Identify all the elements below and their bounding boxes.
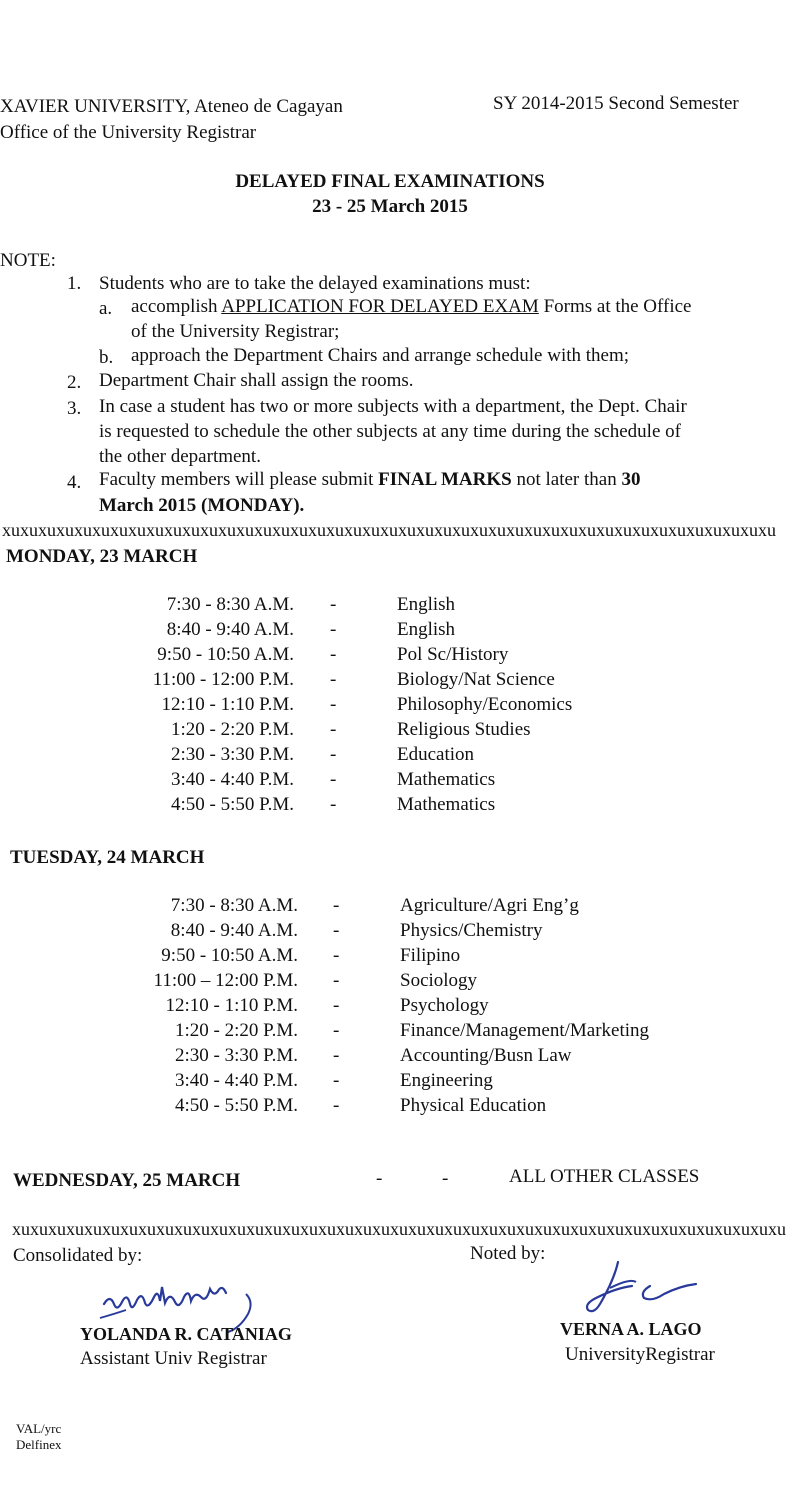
schedule-row [0,619,780,644]
cataniag-title: Assistant Univ Registrar [80,1348,267,1369]
note-item-1-number: 1. [67,273,82,294]
schedule-row [0,945,780,970]
schedule-row [0,594,780,619]
exam-time: 9:50 - 10:50 A.M. [161,945,298,966]
deadline-date: March 2015 (MONDAY). [99,495,305,516]
row-dash: - [333,970,340,991]
office-name: Office of the University Registrar [0,122,257,143]
wednesday-dash-2: - [442,1168,449,1189]
tuesday-heading: TUESDAY, 24 MARCH [10,847,205,868]
exam-time: 7:30 - 8:30 A.M. [166,594,294,615]
row-dash: - [333,1020,340,1041]
final-marks-text: FINAL MARKS [378,469,512,490]
row-dash: - [330,744,337,765]
exam-subject: Engineering [400,1070,493,1091]
note-item-2-number: 2. [67,372,82,393]
exam-subject: Religious Studies [397,719,531,740]
cataniag-name: YOLANDA R. CATANIAG [80,1324,292,1344]
schedule-row [0,694,780,719]
row-dash: - [330,794,337,815]
schedule-row [0,1095,780,1120]
exam-time: 1:20 - 2:20 P.M. [171,719,294,740]
exam-time: 2:30 - 3:30 P.M. [175,1045,298,1066]
note-item-3-number: 3. [67,398,82,419]
exam-time: 1:20 - 2:20 P.M. [175,1020,298,1041]
exam-subject: Finance/Management/Marketing [400,1020,650,1041]
noted-by-label: Noted by: [470,1243,546,1264]
deadline-day: 30 [621,469,641,490]
exam-subject: Education [397,744,475,765]
schedule-row [0,995,780,1020]
exam-subject: Biology/Nat Science [397,669,555,690]
monday-heading: MONDAY, 23 MARCH [6,546,198,567]
exam-subject: Mathematics [397,794,496,815]
exam-time: 9:50 - 10:50 A.M. [157,644,294,665]
document-dates: 23 - 25 March 2015 [312,196,468,217]
schedule-row [0,920,780,945]
row-dash: - [333,945,340,966]
document-title: DELAYED FINAL EXAMINATIONS [235,171,545,192]
exam-time: 2:30 - 3:30 P.M. [171,744,294,765]
note-item-2-text: Department Chair shall assign the rooms. [99,370,414,391]
wednesday-text: ALL OTHER CLASSES [509,1166,700,1187]
exam-subject: Accounting/Busn Law [400,1045,572,1066]
exam-subject: Mathematics [397,769,496,790]
exam-subject: Physical Education [400,1095,547,1116]
schedule-row [0,719,780,744]
row-dash: - [330,619,337,640]
exam-subject: English [397,594,456,615]
schedule-row [0,769,780,794]
lago-title: UniversityRegistrar [565,1344,715,1365]
lago-name: VERNA A. LAGO [560,1319,702,1339]
file-name: Delfinex [16,1437,62,1452]
row-dash: - [333,920,340,941]
note-item-4-text [99,469,640,491]
note-item-4-mid: not later than [511,469,622,490]
row-dash: - [330,594,337,615]
schedule-row [0,1045,780,1070]
note-sub-a-letter: a. [99,298,113,319]
exam-time: 11:00 – 12:00 P.M. [153,970,298,991]
lago-signature [580,1258,710,1318]
note-item-3-line2: is requested to schedule the other subjects at any time during the schedule of [99,421,681,442]
exam-time: 3:40 - 4:40 P.M. [175,1070,298,1091]
schedule-row [0,895,780,920]
exam-time: 8:40 - 9:40 A.M. [166,619,294,640]
row-dash: - [330,669,337,690]
note-item-3-line1: In case a student has two or more subjects with a department, the Dept. Chair [99,396,687,417]
exam-subject: English [397,619,456,640]
exam-subject: Psychology [400,995,489,1016]
schedule-row [0,644,780,669]
row-dash: - [333,995,340,1016]
note-item-3-line3: the other department. [99,446,261,467]
exam-time: 7:30 - 8:30 A.M. [170,895,298,916]
application-form-link: APPLICATION FOR DELAYED EXAM [221,296,539,317]
row-dash: - [333,1095,340,1116]
exam-time: 3:40 - 4:40 P.M. [171,769,294,790]
schedule-row [0,794,780,819]
exam-time: 12:10 - 1:10 P.M. [161,694,294,715]
note-sub-b-letter: b. [99,347,114,368]
exam-subject: Filipino [400,945,461,966]
row-dash: - [333,1070,340,1091]
row-dash: - [330,769,337,790]
exam-subject: Philosophy/Economics [397,694,573,715]
note-sub-a-line2: of the University Registrar; [131,321,340,342]
exam-subject: Pol Sc/History [397,644,509,665]
semester-label: SY 2014-2015 Second Semester [493,93,739,114]
exam-subject: Agriculture/Agri Eng’g [400,895,579,916]
row-dash: - [333,1045,340,1066]
exam-time: 11:00 - 12:00 P.M. [152,669,294,690]
note-sub-b-text: approach the Department Chairs and arrange schedule with them; [131,345,630,366]
separator-bottom: xuxuxuxuxuxuxuxuxuxuxuxuxuxuxuxuxuxuxuxuxuxuxuxuxuxuxuxuxuxuxuxuxuxuxuxuxuxuxuxuxuxuxu [12,1219,786,1239]
note-item-1-text: Students who are to take the delayed examinations must: [99,273,531,294]
row-dash: - [330,719,337,740]
exam-time: 12:10 - 1:10 P.M. [165,995,298,1016]
consolidated-by-label: Consolidated by: [13,1245,143,1266]
schedule-row [0,1070,780,1095]
row-dash: - [330,694,337,715]
institution-name: XAVIER UNIVERSITY, Ateneo de Cagayan [0,96,343,117]
exam-subject: Sociology [400,970,478,991]
reference-initials: VAL/yrc [16,1421,62,1436]
wednesday-heading: WEDNESDAY, 25 MARCH [13,1170,241,1191]
row-dash: - [330,644,337,665]
schedule-row [0,1020,780,1045]
separator-top: xuxuxuxuxuxuxuxuxuxuxuxuxuxuxuxuxuxuxuxuxuxuxuxuxuxuxuxuxuxuxuxuxuxuxuxuxuxuxuxuxuxuxu [2,520,776,540]
note-sub-a-pre: accomplish [131,296,222,317]
exam-time: 4:50 - 5:50 P.M. [171,794,294,815]
exam-subject: Physics/Chemistry [400,920,543,941]
schedule-row [0,970,780,995]
schedule-row [0,744,780,769]
note-sub-a-post: Forms at the Office [538,296,692,317]
exam-time: 8:40 - 9:40 A.M. [170,920,298,941]
wednesday-dash-1: - [376,1168,383,1189]
schedule-row [0,669,780,694]
note-item-4-number: 4. [67,472,82,493]
note-label: NOTE: [0,250,56,271]
row-dash: - [333,895,340,916]
note-sub-a-text [131,296,691,318]
note-item-4-pre: Faculty members will please submit [99,469,379,490]
exam-time: 4:50 - 5:50 P.M. [175,1095,298,1116]
